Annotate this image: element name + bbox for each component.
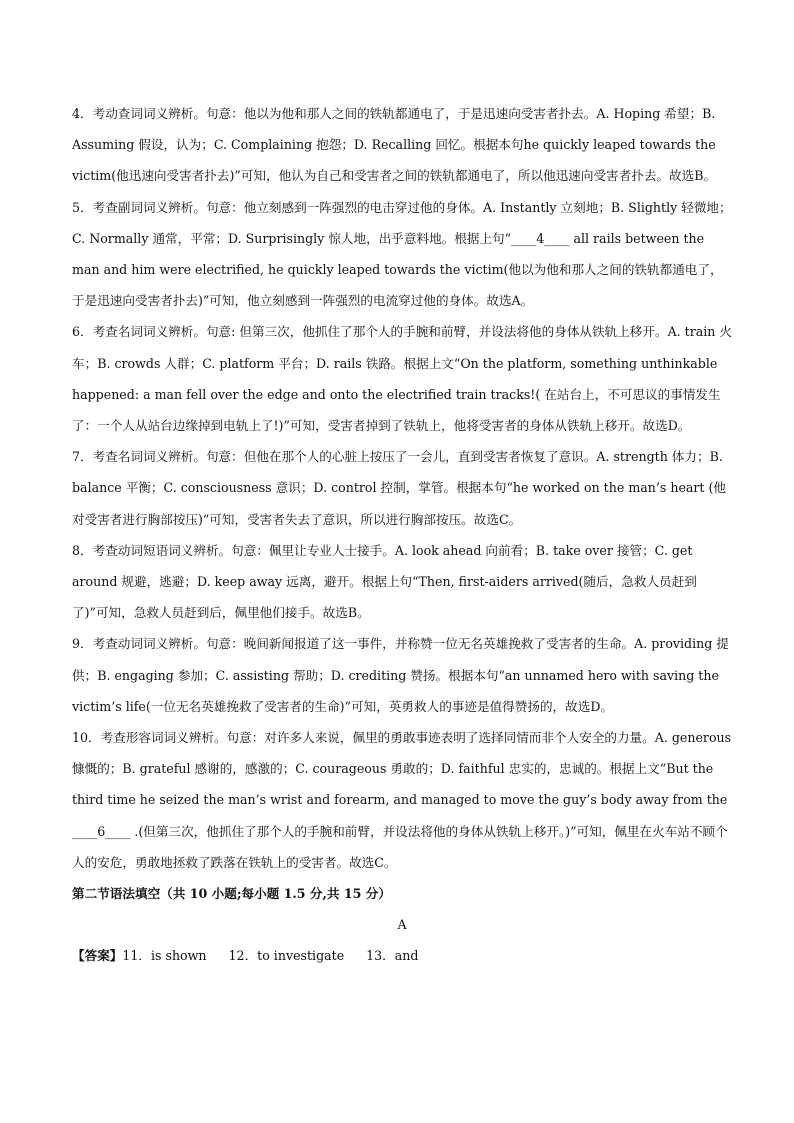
explanation-q9: 9．考查动词词义辨析。句意：晚间新闻报道了这一事件，并称赞一位无名英雄挽救了受害者的生命。A. providing 提供；B. engaging 参加；C. assisting 帮助；D. crediting 赞扬。根据本句“an unnamed hero with saving the victim’s life(一位无名英雄挽救了受害者的生命)”可知，英勇救人的事迹是值得赞扬的，故选D。 [72, 636, 729, 714]
explanation-q5: 5．考查副词词义辨析。句意：他立刻感到一阵强烈的电击穿过他的身体。A. Instantly 立刻地；B. Slightly 轻微地；C. Normally 通常，平常；D. Surprisingly 惊人地，出乎意料地。根据上句“____4____ all rails between the man and him were electrified, he quickly leaped towards the victim(他以为他和那人之间的铁轨都通电了，于是迅速向受害者扑去)”可知，他立刻感到一阵强烈的电流穿过他的身体。故选A。 [72, 199, 732, 309]
explanation-q4: 4．考动查词词义辨析。句意：他以为他和那人之间的铁轨都通电了，于是迅速向受害者扑去。A. Hoping 希望；B. Assuming 假设，认为；C. Complaining 抱怨；D. Recalling 回忆。根据本句he quickly leaped towards the victim(他迅速向受害者扑去)”可知，他认为自己和受害者之间的铁轨都通电了，所以他迅速向受害者扑去。故选B。 [72, 106, 717, 184]
explanation-q6: 6．考查名词词义辨析。句意: 但第三次，他抓住了那个人的手腕和前臂，并设法将他的身体从铁轨上移开。A. train 火车；B. crowds 人群；C. platform 平台；D. rails 铁路。根据上文“On the platform, something unthinkable happened: a man fell over the edge and onto the electrified train tracks!( 在站台上，不可思议的事情发生了：一个人从站台边缘掉到电轨上了!)”可知，受害者掉到了铁轨上，他将受害者的身体从铁轨上移开。故选D。 [72, 324, 732, 434]
answer-item: 11．is shown [122, 948, 207, 964]
section-heading: 第二节语法填空（共 10 小题;每小题 1.5 分,共 15 分） [72, 886, 391, 902]
answer-line [72, 940, 732, 971]
answer-item: 13．and [366, 948, 419, 964]
answer-item: 12．to investigate [228, 948, 345, 964]
answer-label: 【答案】 [72, 948, 123, 964]
document-page [72, 98, 732, 972]
explanation-q10: 10．考查形容词词义辨析。句意：对许多人来说，佩里的勇敢事迹表明了选择同情而非个人安全的力量。A. generous 慷慨的；B. grateful 感谢的，感激的；C. courageous 勇敢的；D. faithful 忠实的，忠诚的。根据上文“But the third time he seized the man’s wrist and forearm, and managed to move the guy’s body away from the ____6____ .(但第三次，他抓住了那个人的手腕和前臂，并设法将他的身体从铁轨上移开。)”可知，佩里在火车站不顾个人的安危，勇敢地拯救了跌落在铁轨上的受害者。故选C。 [72, 730, 732, 870]
passage-label: A [397, 917, 407, 933]
explanation-q7: 7．考查名词词义辨析。句意：但他在那个人的心脏上按压了一会儿，直到受害者恢复了意识。A. strength 体力；B. balance 平衡；C. consciousness 意识；D. control 控制，掌管。根据本句“he worked on the man’s heart (他对受害者进行胸部按压)”可知，受害者失去了意识，所以进行胸部按压。故选C。 [72, 449, 727, 527]
explanation-q8: 8．考查动词短语词义辨析。句意：佩里让专业人士接手。A. look ahead 向前看；B. take over 接管；C. get around 规避，逃避；D. keep away 远离，避开。根据上句“Then, first-aiders arrived(随后，急救人员赶到了)”可知，急救人员赶到后，佩里他们接手。故选B。 [72, 542, 697, 621]
